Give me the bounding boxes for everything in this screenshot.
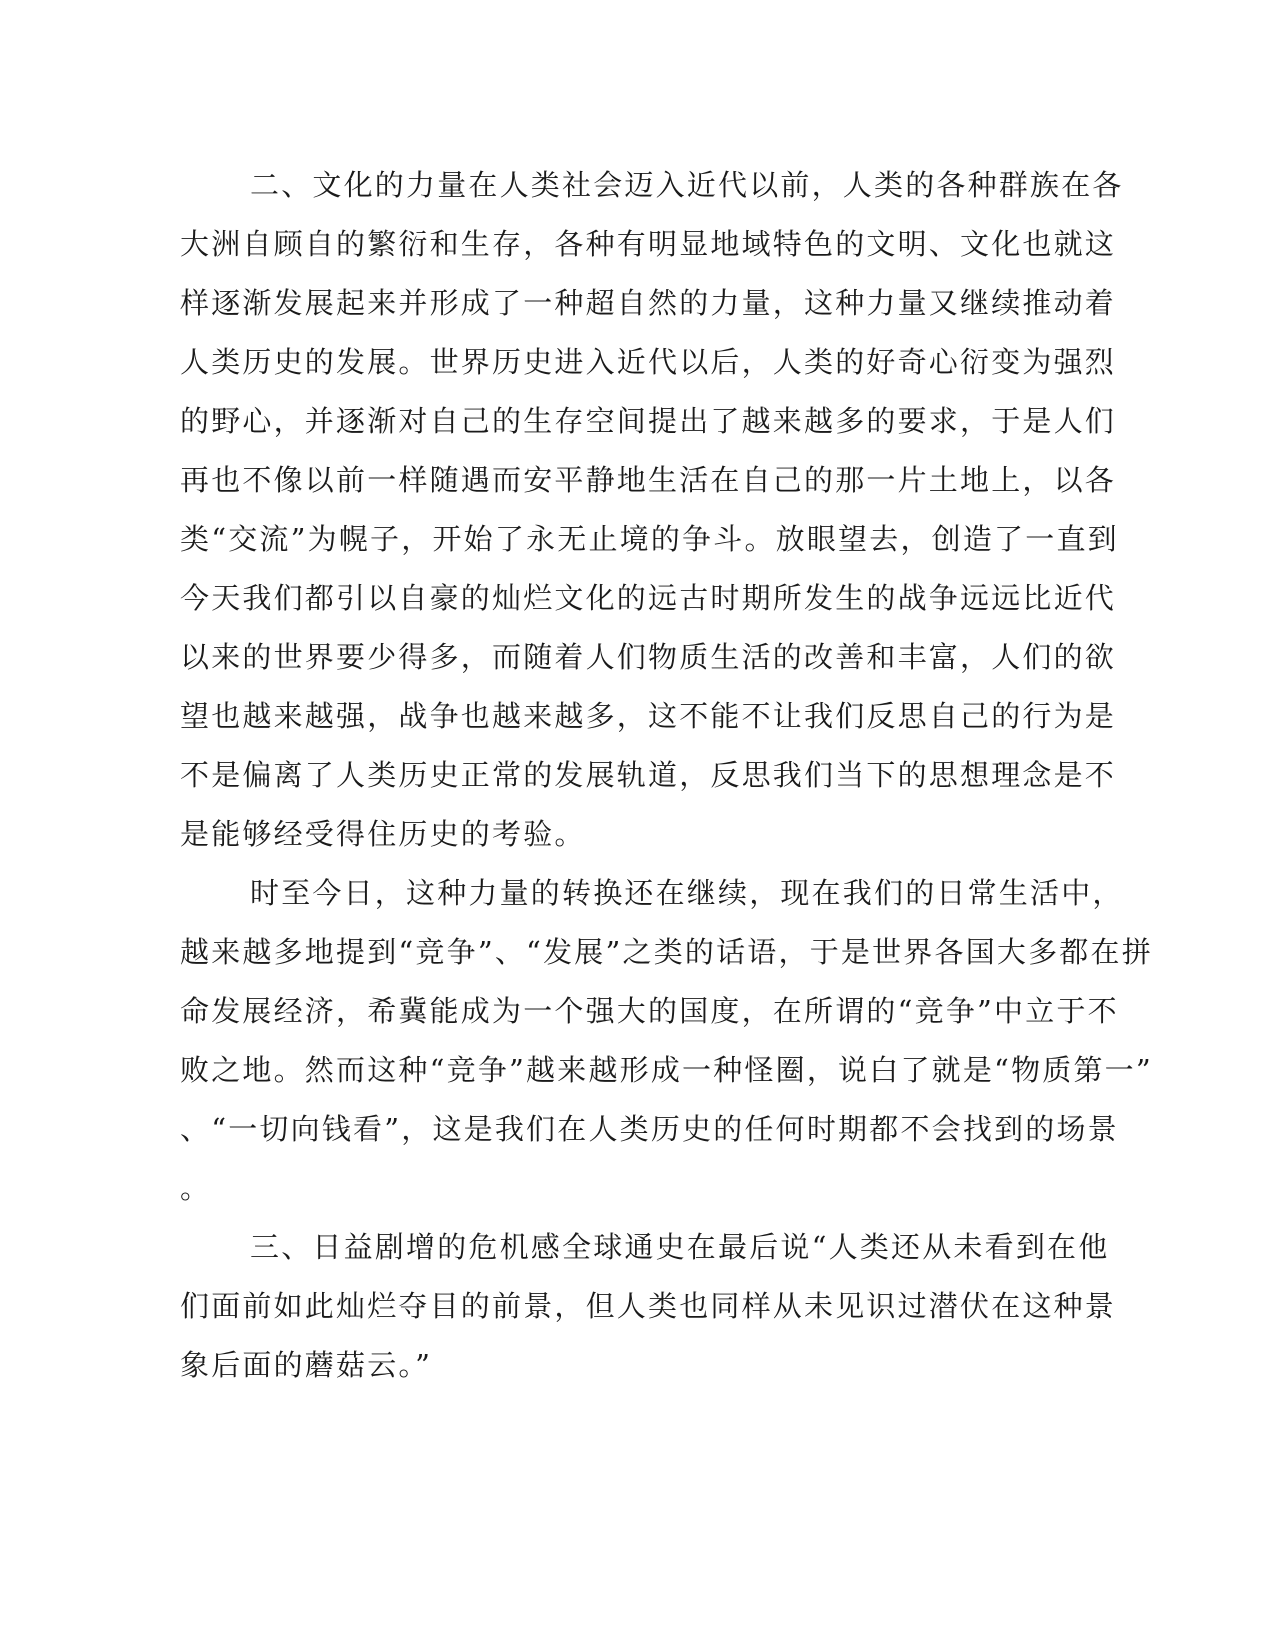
document-body <box>180 156 1153 1395</box>
paragraph-line: 以来的世界要少得多，而随着人们物质生活的改善和丰富，人们的欲 <box>180 640 1117 674</box>
paragraph-culture-power <box>180 156 1124 864</box>
paragraph-line: 、“一切向钱看”，这是我们在人类历史的任何时期都不会找到的场景 <box>180 1112 1119 1146</box>
paragraph-line: 大洲自顾自的繁衍和生存，各种有明显地域特色的文明、文化也就这 <box>180 227 1117 261</box>
paragraph-line: 二、文化的力量在人类社会迈入近代以前，人类的各种群族在各 <box>250 168 1124 202</box>
paragraph-line: 再也不像以前一样随遇而安平静地生活在自己的那一片土地上，以各 <box>180 463 1117 497</box>
paragraph-line: 样逐渐发展起来并形成了一种超自然的力量，这种力量又继续推动着 <box>180 286 1117 320</box>
paragraph-line: 不是偏离了人类历史正常的发展轨道，反思我们当下的思想理念是不 <box>180 758 1117 792</box>
paragraph-line: 今天我们都引以自豪的灿烂文化的远古时期所发生的战争远远比近代 <box>180 581 1117 615</box>
paragraph-line: 们面前如此灿烂夺目的前景，但人类也同样从未见识过潜伏在这种景 <box>180 1289 1117 1323</box>
paragraph-competition <box>180 864 1153 1218</box>
paragraph-line: 是能够经受得住历史的考验。 <box>180 817 586 851</box>
paragraph-line: 的野心，并逐渐对自己的生存空间提出了越来越多的要求，于是人们 <box>180 404 1117 438</box>
paragraph-line: 象后面的蘑菇云。” <box>180 1348 433 1382</box>
paragraph-line: 人类历史的发展。世界历史进入近代以后，人类的好奇心衍变为强烈 <box>180 345 1117 379</box>
paragraph-line: 命发展经济，希冀能成为一个强大的国度，在所谓的“竞争”中立于不 <box>180 994 1119 1028</box>
paragraph-line: 。 <box>180 1171 212 1205</box>
paragraph-line: 败之地。然而这种“竞争”越来越形成一种怪圈，说白了就是“物质第一” <box>180 1053 1153 1087</box>
paragraph-line: 望也越来越强，战争也越来越多，这不能不让我们反思自己的行为是 <box>180 699 1117 733</box>
paragraph-line: 时至今日，这种力量的转换还在继续，现在我们的日常生活中， <box>250 876 1124 910</box>
paragraph-crisis <box>180 1218 1117 1395</box>
paragraph-line: 类“交流”为幌子，开始了永无止境的争斗。放眼望去，创造了一直到 <box>180 522 1119 556</box>
paragraph-line: 三、日益剧增的危机感全球通史在最后说“人类还从未看到在他 <box>250 1230 1110 1264</box>
paragraph-line: 越来越多地提到“竞争”、“发展”之类的话语，于是世界各国大多都在拼 <box>180 935 1153 969</box>
